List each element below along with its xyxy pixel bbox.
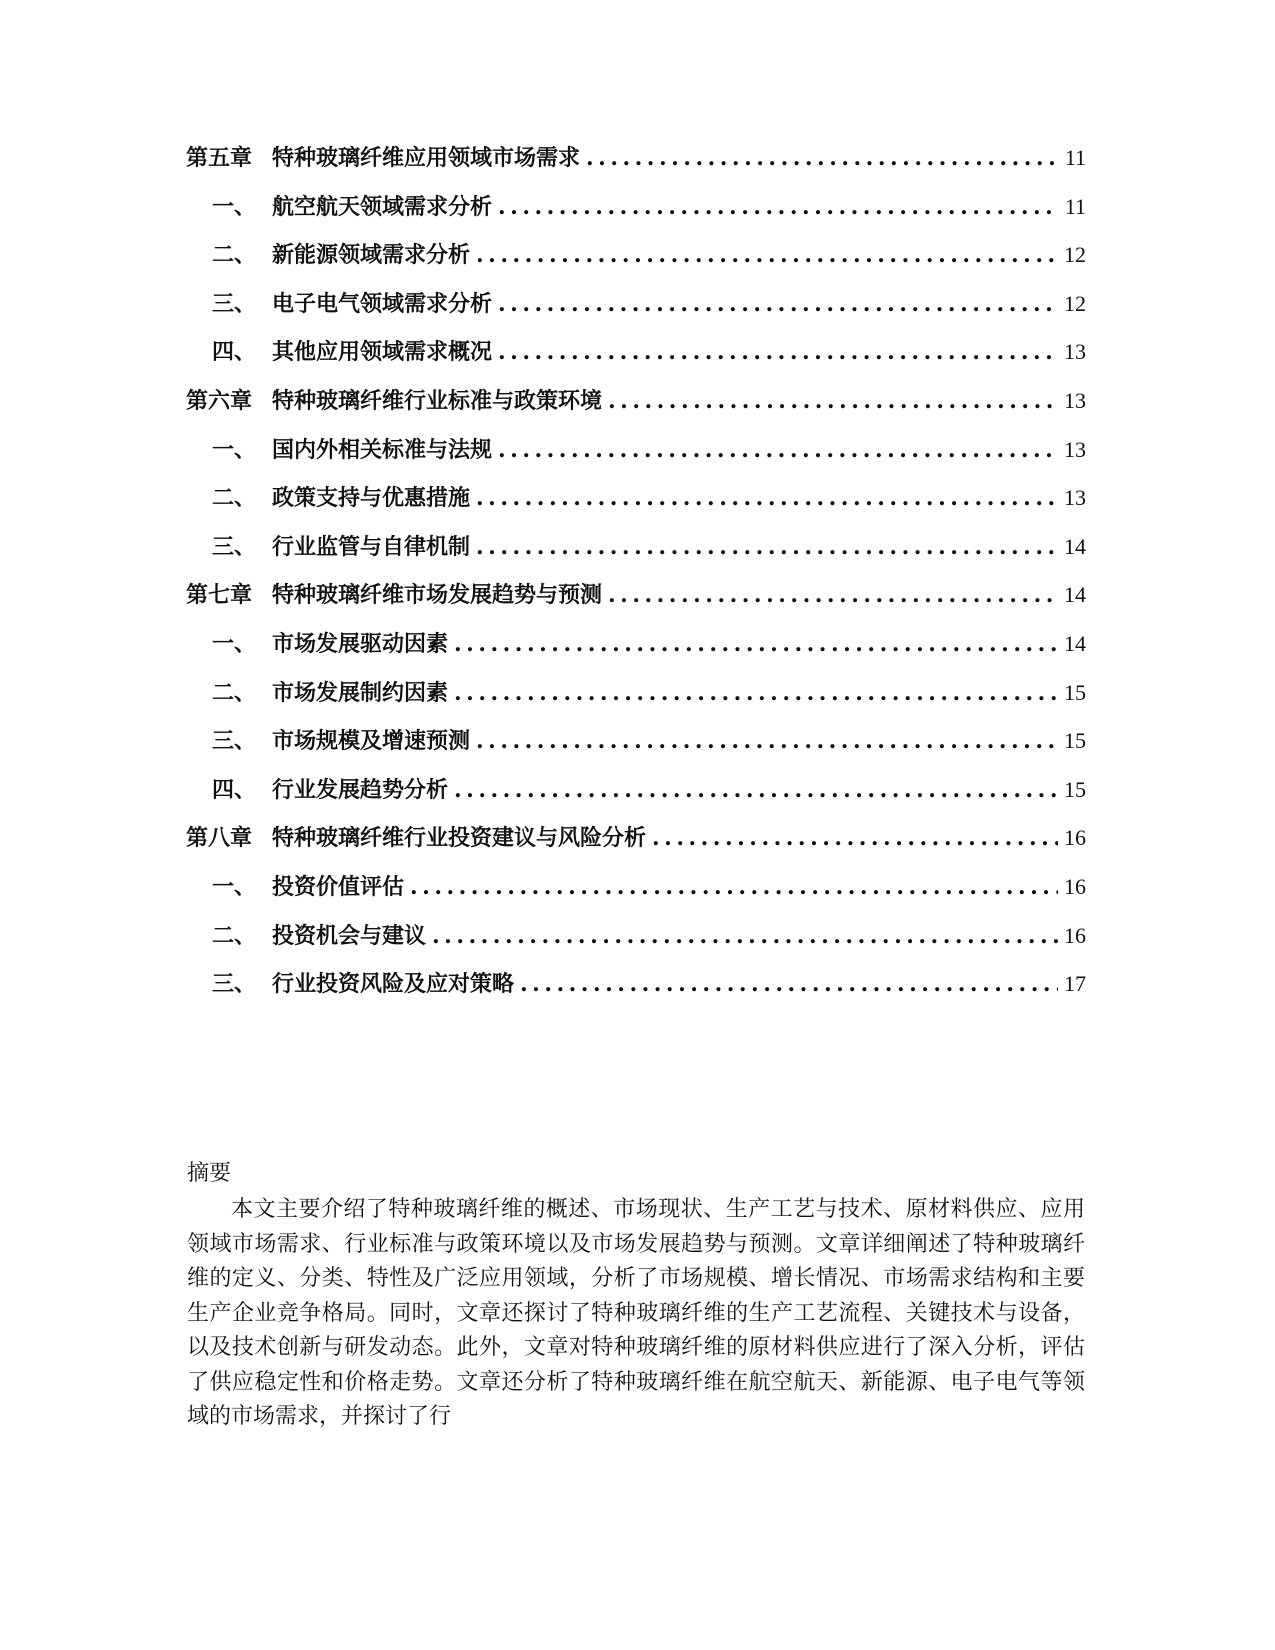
- toc-page-number: 13: [1064, 339, 1086, 365]
- abstract-section: [187, 1157, 1085, 1435]
- toc-leader: [498, 437, 1058, 463]
- toc-leader: [608, 582, 1058, 608]
- abstract-body: 本文主要介绍了特种玻璃纤维的概述、市场现状、生产工艺与技术、原材料供应、应用领域市场需求、行业标准与政策环境以及市场发展趋势与预测。文章详细阐述了特种玻璃纤维的定义、分类、特性及广泛应用领域，分析了市场规模、增长情况、市场需求结构和主要生产企业竞争格局。同时，文章还探讨了特种玻璃纤维的生产工艺流程、关键技术与设备，以及技术创新与研发动态。此外，文章对特种玻璃纤维的原材料供应进行了深入分析，评估了供应稳定性和价格走势。文章还分析了特种玻璃纤维在航空航天、新能源、电子电气等领域的市场需求，并探讨了行: [187, 1197, 1085, 1429]
- toc-title: 特种玻璃纤维行业标准与政策环境: [272, 387, 603, 414]
- toc-title: 行业发展趋势分析: [272, 776, 449, 803]
- toc-prefix: 第六章: [186, 387, 253, 414]
- toc-page-number: 13: [1064, 485, 1086, 511]
- toc-page-number: 16: [1064, 825, 1086, 851]
- toc-page-number: 11: [1064, 193, 1086, 219]
- toc-title: 行业投资风险及应对策略: [272, 971, 515, 998]
- toc-prefix: 四、: [212, 339, 257, 366]
- toc-prefix: 三、: [212, 971, 257, 998]
- toc-page-number: 11: [1064, 145, 1086, 170]
- toc-title: 市场规模及增速预测: [272, 728, 471, 755]
- toc-page-number: 12: [1064, 290, 1086, 316]
- toc-entry[interactable]: [186, 141, 1086, 190]
- toc-title: 电子电气领域需求分析: [272, 290, 493, 317]
- toc-page-number: 15: [1064, 679, 1086, 705]
- toc-title: 市场发展制约因素: [272, 679, 449, 706]
- toc-prefix: 四、: [212, 776, 257, 803]
- toc-page-number: 13: [1064, 387, 1086, 413]
- toc-prefix: 三、: [212, 533, 257, 560]
- toc-entry[interactable]: [186, 481, 1086, 530]
- toc-title: 新能源领域需求分析: [272, 242, 471, 269]
- toc-leader: [476, 534, 1058, 560]
- toc-page-number: 14: [1064, 533, 1086, 559]
- toc-page-number: 16: [1064, 873, 1086, 899]
- toc-leader: [410, 874, 1058, 900]
- abstract-title: 摘要: [187, 1161, 232, 1186]
- toc-leader: [476, 485, 1058, 511]
- toc-page-number: 14: [1064, 630, 1086, 656]
- toc-title: 特种玻璃纤维行业投资建议与风险分析: [272, 825, 647, 852]
- toc-entry[interactable]: [186, 821, 1086, 870]
- toc-prefix: 一、: [212, 436, 257, 463]
- toc-entry[interactable]: [186, 238, 1086, 287]
- toc-leader: [608, 388, 1058, 414]
- toc-leader: [498, 194, 1059, 220]
- toc-leader: [476, 242, 1058, 268]
- toc-entry[interactable]: [186, 287, 1086, 336]
- toc-title: 特种玻璃纤维市场发展趋势与预测: [272, 582, 603, 609]
- table-of-contents: [186, 141, 1086, 1016]
- toc-prefix: 一、: [212, 873, 257, 900]
- toc-prefix: 三、: [212, 728, 257, 755]
- toc-entry[interactable]: [186, 530, 1086, 579]
- toc-leader: [520, 971, 1058, 997]
- toc-entry[interactable]: [186, 627, 1086, 676]
- toc-prefix: 三、: [212, 290, 257, 317]
- toc-prefix: 二、: [212, 485, 257, 512]
- toc-title: 特种玻璃纤维应用领域市场需求: [272, 145, 581, 171]
- toc-leader: [454, 680, 1058, 706]
- toc-prefix: 二、: [212, 679, 257, 706]
- toc-prefix: 二、: [212, 242, 257, 269]
- toc-entry[interactable]: [186, 870, 1086, 919]
- toc-leader: [652, 825, 1058, 851]
- toc-leader: [498, 339, 1058, 365]
- toc-page-number: 17: [1064, 971, 1086, 997]
- toc-entry[interactable]: [186, 433, 1086, 482]
- toc-prefix: 第八章: [186, 825, 253, 852]
- toc-leader: [454, 777, 1058, 803]
- toc-title: 投资价值评估: [272, 873, 405, 900]
- toc-prefix: 二、: [212, 922, 257, 949]
- toc-leader: [586, 145, 1059, 171]
- toc-entry[interactable]: [186, 578, 1086, 627]
- toc-entry[interactable]: [186, 919, 1086, 968]
- toc-leader: [476, 728, 1058, 754]
- toc-title: 市场发展驱动因素: [272, 630, 449, 657]
- toc-page-number: 15: [1064, 776, 1086, 802]
- toc-title: 国内外相关标准与法规: [272, 436, 493, 463]
- toc-page-number: 16: [1064, 922, 1086, 948]
- toc-prefix: 一、: [212, 630, 257, 657]
- toc-title: 其他应用领域需求概况: [272, 339, 493, 366]
- toc-title: 航空航天领域需求分析: [272, 193, 493, 220]
- toc-leader: [498, 291, 1058, 317]
- toc-entry[interactable]: [186, 967, 1086, 1016]
- toc-title: 政策支持与优惠措施: [272, 485, 471, 512]
- toc-title: 投资机会与建议: [272, 922, 427, 949]
- toc-page-number: 15: [1064, 728, 1086, 754]
- toc-entry[interactable]: [186, 773, 1086, 822]
- toc-page-number: 13: [1064, 436, 1086, 462]
- toc-entry[interactable]: [186, 384, 1086, 433]
- toc-page-number: 12: [1064, 242, 1086, 268]
- toc-leader: [454, 631, 1058, 657]
- toc-page-number: 14: [1064, 582, 1086, 608]
- toc-entry[interactable]: [186, 335, 1086, 384]
- toc-prefix: 第七章: [186, 582, 253, 609]
- toc-prefix: 第五章: [186, 145, 253, 171]
- toc-prefix: 一、: [212, 193, 257, 220]
- toc-leader: [432, 923, 1058, 949]
- toc-entry[interactable]: [186, 676, 1086, 725]
- toc-title: 行业监管与自律机制: [272, 533, 471, 560]
- toc-entry[interactable]: [186, 190, 1086, 239]
- toc-entry[interactable]: [186, 724, 1086, 773]
